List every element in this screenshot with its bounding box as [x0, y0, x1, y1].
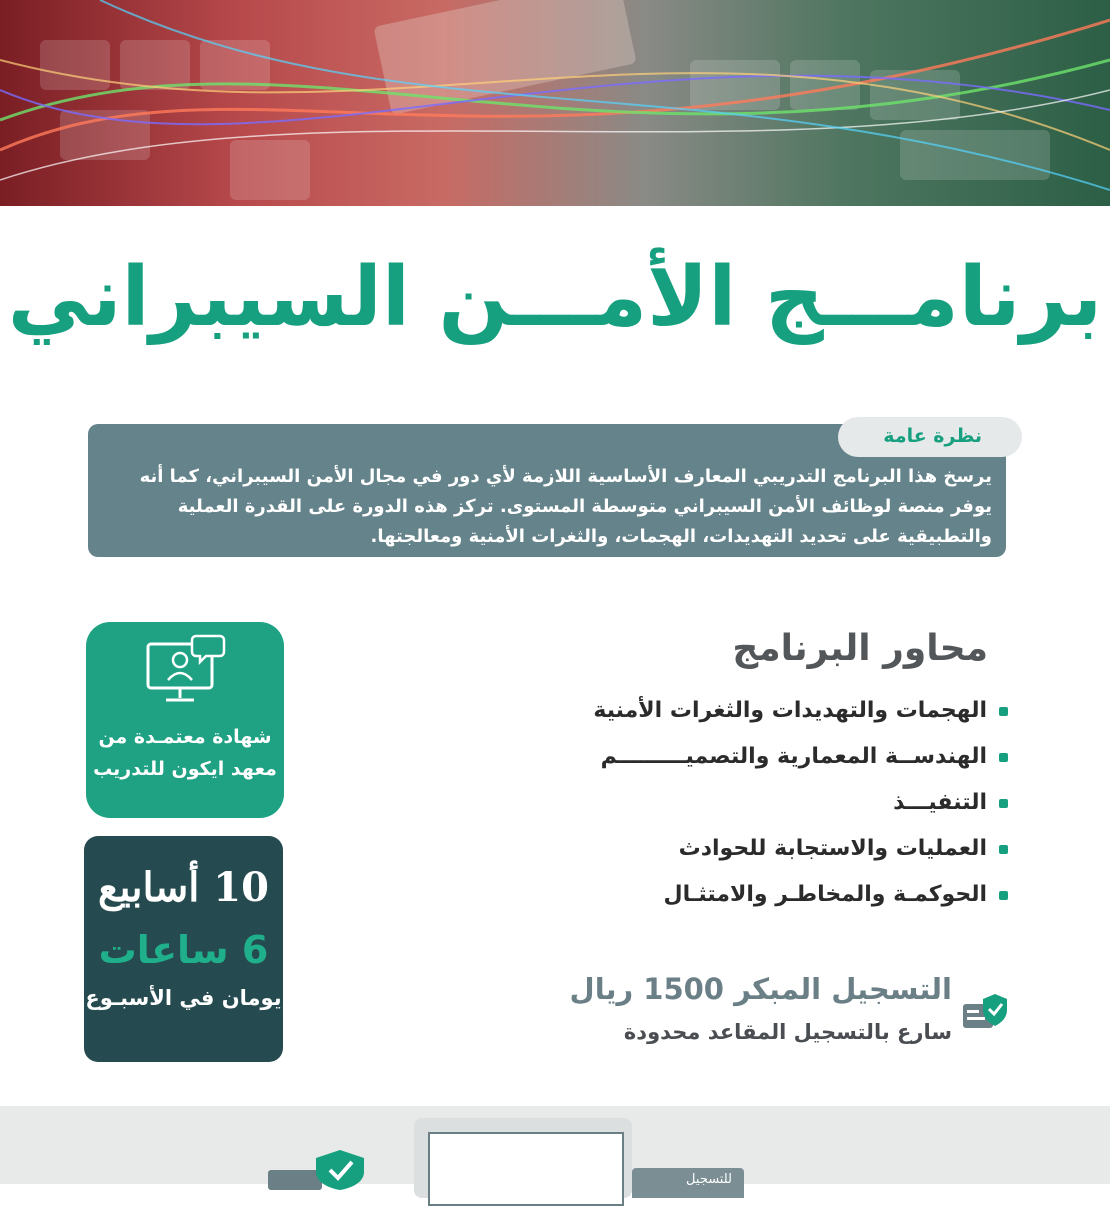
list-item: التنفيـــذ	[408, 780, 1008, 826]
registration-price: التسجيل المبكر 1500 ريال	[569, 972, 952, 1006]
certificate-line2: معهد ايكون للتدريب	[93, 758, 277, 780]
axes-title: محاور البرنامج	[732, 628, 988, 669]
bullet-icon	[999, 799, 1008, 808]
duration-hours: 6 ساعات	[98, 928, 269, 972]
bullet-icon	[999, 753, 1008, 762]
list-item: الحوكمـة والمخاطـر والامتثـال	[408, 872, 1008, 918]
duration-days: يومان في الأسبـوع	[85, 986, 282, 1010]
register-tab-label: للتسجيل	[686, 1172, 732, 1187]
list-item: الهجمات والتهديدات والثغرات الأمنية	[408, 688, 1008, 734]
light-streaks	[0, 0, 1110, 206]
axes-list	[408, 688, 1008, 918]
duration-weeks: 10 أسابيع	[98, 864, 269, 911]
bullet-icon	[999, 845, 1008, 854]
register-tab[interactable]	[632, 1168, 744, 1198]
overview-text: يرسخ هذا البرنامج التدريبي المعارف الأساسية اللازمة لأي دور في مجال الأمن السيبراني، كما أنه يوفر منصة لوظائف الأمن السيبراني متوسطة المستوى. تركز هذه الدورة على القدرة العملية والتطبيقية على تحديد التهديدات، الهجمات، والثغرات الأمنية ومعالجتها.	[139, 466, 992, 547]
qr-code-area[interactable]	[428, 1132, 624, 1206]
overview-heading-tab	[838, 417, 1022, 457]
overview-heading: نظرة عامة	[883, 425, 982, 447]
duration-card	[84, 836, 283, 1062]
certificate-card	[86, 622, 284, 818]
monitor-user-chat-icon	[144, 634, 226, 708]
card-shield-check-icon	[963, 992, 1009, 1032]
page-title: برنامـــج الأمـــن السيبراني	[7, 250, 1103, 345]
list-item: العمليات والاستجابة للحوادث	[408, 826, 1008, 872]
registration-note: سارع بالتسجيل المقاعد محدودة	[623, 1020, 952, 1044]
bullet-icon	[999, 891, 1008, 900]
card-shield-check-icon	[268, 1150, 368, 1190]
bullet-icon	[999, 707, 1008, 716]
list-item: الهندســة المعمارية والتصميـــــــــم	[408, 734, 1008, 780]
hero-image	[0, 0, 1110, 206]
certificate-line1: شهادة معتمـدة من	[98, 726, 272, 748]
